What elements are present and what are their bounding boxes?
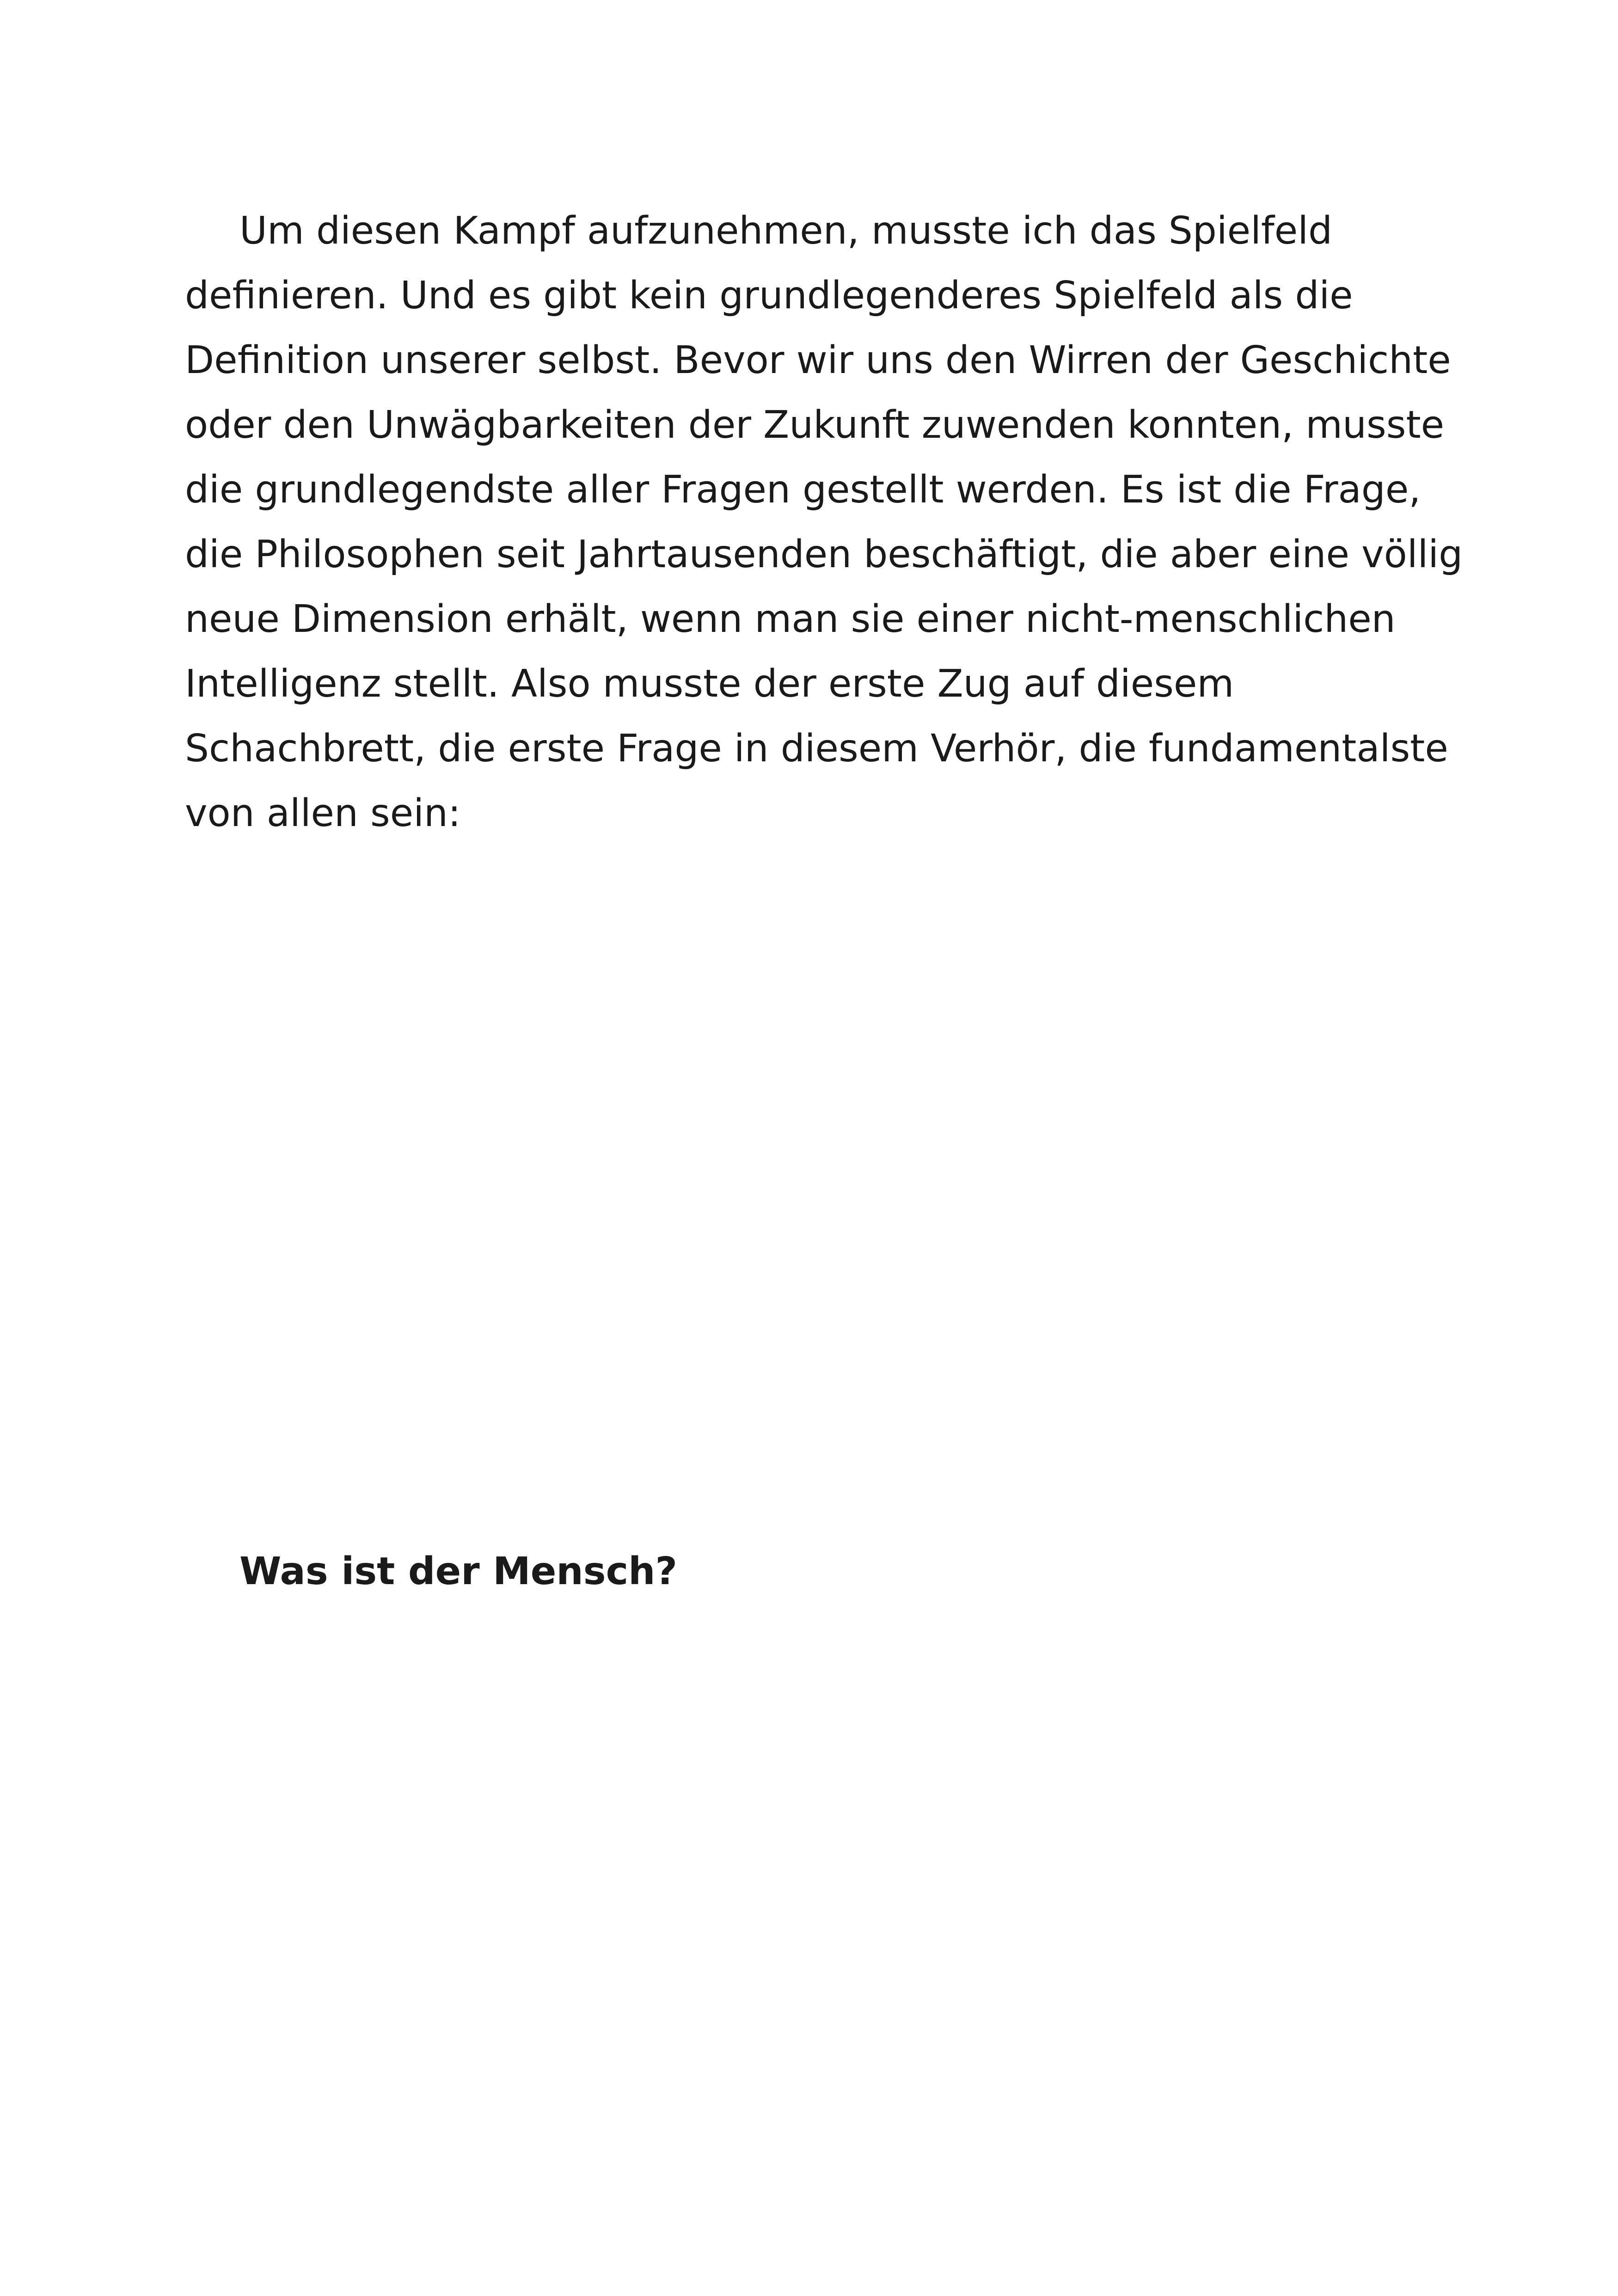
body-paragraph bbox=[185, 199, 1479, 846]
paragraph-line: von allen sein: bbox=[185, 791, 461, 835]
paragraph-line: oder den Unwägbarkeiten der Zukunft zuwenden konnten, musste bbox=[185, 403, 1445, 447]
paragraph-line: definieren. Und es gibt kein grundlegenderes Spielfeld als die bbox=[185, 274, 1353, 318]
paragraph-line: Schachbrett, die erste Frage in diesem Verhör, die fundamentalste bbox=[185, 727, 1448, 771]
paragraph-line: Definition unserer selbst. Bevor wir uns den Wirren der Geschichte bbox=[185, 338, 1451, 382]
paragraph-line: die Philosophen seit Jahrtausenden beschäftigt, die aber eine völlig bbox=[185, 533, 1463, 576]
paragraph-line: neue Dimension erhält, wenn man sie einer nicht-menschlichen bbox=[185, 597, 1396, 641]
paragraph-line: Um diesen Kampf aufzunehmen, musste ich das Spielfeld bbox=[239, 209, 1333, 253]
question-heading: Was ist der Mensch? bbox=[239, 1549, 678, 1593]
paragraph-line: die grundlegendste aller Fragen gestellt werden. Es ist die Frage, bbox=[185, 468, 1421, 512]
paragraph-line: Intelligenz stellt. Also musste der erste Zug auf diesem bbox=[185, 662, 1234, 706]
